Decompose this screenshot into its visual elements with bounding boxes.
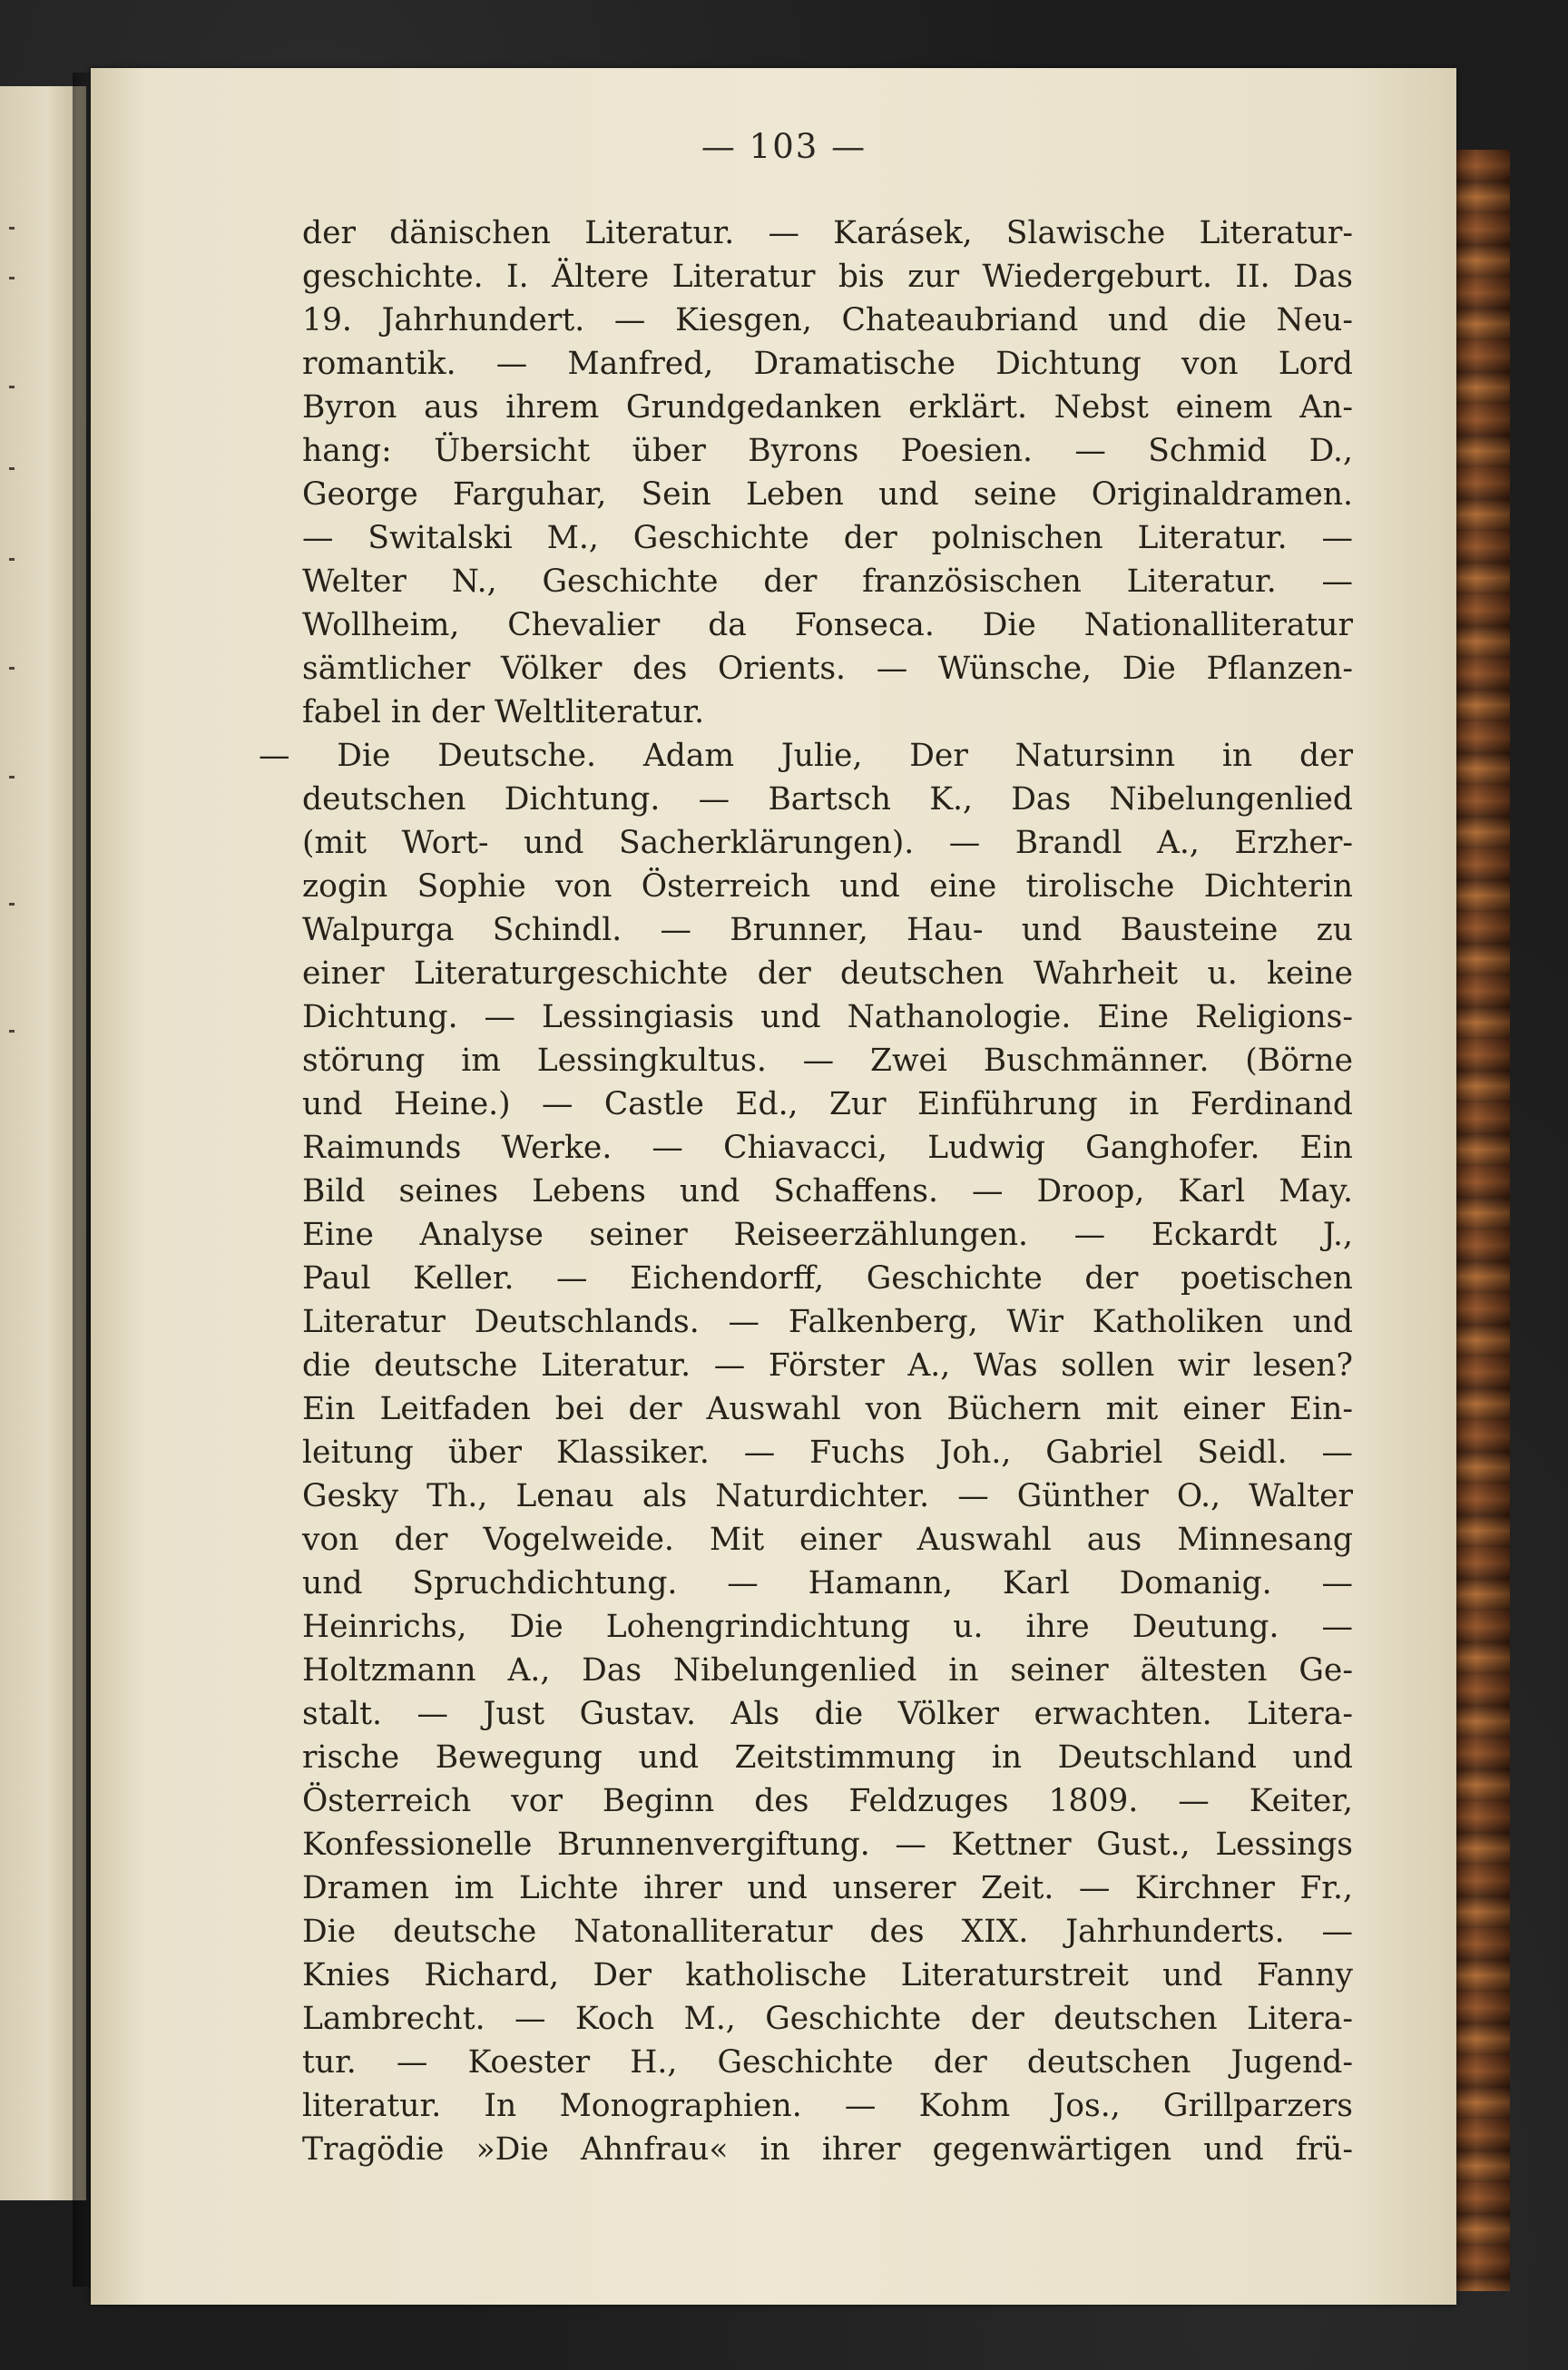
text-line: störung im Lessingkultus. — Zwei Buschmänner. (Börne	[302, 1043, 1353, 1079]
text-line: geschichte. I. Ältere Literatur bis zur Wiedergeburt. II. Das	[302, 259, 1353, 295]
text-line: George Farguhar, Sein Leben und seine Originaldramen.	[302, 476, 1353, 513]
text-line: von der Vogelweide. Mit einer Auswahl aus Minnesang	[302, 1522, 1353, 1558]
text-line: Holtzmann A., Das Nibelungenlied in seiner ältesten Ge-	[302, 1652, 1353, 1689]
text-line: literatur. In Monographien. — Kohm Jos., Grillparzers	[302, 2088, 1353, 2124]
text-line: fabel in der Weltliteratur.	[302, 694, 705, 730]
text-line: stalt. — Just Gustav. Als die Völker erwachten. Litera-	[302, 1696, 1353, 1732]
text-line: — Switalski M., Geschichte der polnischen Literatur. —	[302, 520, 1353, 556]
text-line: die deutsche Literatur. — Förster A., Was sollen wir lesen?	[302, 1347, 1353, 1384]
text-line: rische Bewegung und Zeitstimmung in Deutschland und	[302, 1739, 1353, 1776]
facing-page-mark	[9, 903, 15, 906]
text-line: Konfessionelle Brunnenvergiftung. — Kettner Gust., Lessings	[302, 1826, 1353, 1863]
text-line: Walpurga Schindl. — Brunner, Hau- und Bausteine zu	[302, 912, 1353, 948]
text-line: deutschen Dichtung. — Bartsch K., Das Nibelungenlied	[302, 781, 1353, 818]
text-line: leitung über Klassiker. — Fuchs Joh., Gabriel Seidl. —	[302, 1435, 1353, 1471]
text-line: Raimunds Werke. — Chiavacci, Ludwig Ganghofer. Ein	[302, 1130, 1353, 1166]
text-line: Eine Analyse seiner Reiseerzählungen. — Eckardt J.,	[302, 1217, 1353, 1253]
text-line: Lambrecht. — Koch M., Geschichte der deutschen Litera-	[302, 2001, 1353, 2037]
text-line: Dichtung. — Lessingiasis und Nathanologie. Eine Religions-	[302, 999, 1353, 1035]
text-line: romantik. — Manfred, Dramatische Dichtung von Lord	[302, 346, 1353, 382]
text-line: Byron aus ihrem Grundgedanken erklärt. Nebst einem An-	[302, 389, 1353, 426]
facing-page-mark	[9, 667, 15, 670]
text-line: einer Literaturgeschichte der deutschen Wahrheit u. keine	[302, 955, 1353, 992]
text-line: zogin Sophie von Österreich und eine tirolische Dichterin	[302, 868, 1353, 905]
text-line: Heinrichs, Die Lohengrindichtung u. ihre Deutung. —	[302, 1609, 1353, 1645]
facing-page-mark	[9, 227, 15, 230]
section-heading-line: — Die Deutsche. Adam Julie, Der Natursinn in der	[259, 738, 1353, 774]
text-line: sämtlicher Völker des Orients. — Wünsche, Die Pflanzen-	[302, 651, 1353, 687]
facing-page-mark	[9, 467, 15, 470]
text-line: und Spruchdichtung. — Hamann, Karl Domanig. —	[302, 1565, 1353, 1601]
text-line: Österreich vor Beginn des Feldzuges 1809. — Keiter,	[302, 1783, 1353, 1819]
facing-page-mark	[9, 386, 15, 388]
text-line: tur. — Koester H., Geschichte der deutschen Jugend-	[302, 2044, 1353, 2081]
text-line: hang: Übersicht über Byrons Poesien. — Schmid D.,	[302, 433, 1353, 469]
facing-page-mark	[9, 776, 15, 779]
page-number: — 103 —	[701, 127, 867, 166]
text-line: Dramen im Lichte ihrer und unserer Zeit. — Kirchner Fr.,	[302, 1870, 1353, 1906]
facing-page-mark	[9, 1030, 15, 1033]
text-line: Tragödie »Die Ahnfrau« in ihrer gegenwärtigen und frü-	[302, 2131, 1353, 2168]
text-line: Gesky Th., Lenau als Naturdichter. — Günther O., Walter	[302, 1478, 1353, 1514]
text-line: Ein Leitfaden bei der Auswahl von Büchern mit einer Ein-	[302, 1391, 1353, 1427]
text-line: Literatur Deutschlands. — Falkenberg, Wir Katholiken und	[302, 1304, 1353, 1340]
text-line: 19. Jahrhundert. — Kiesgen, Chateaubriand und die Neu-	[302, 302, 1353, 338]
facing-page-mark	[9, 277, 15, 279]
text-line: (mit Wort- und Sacherklärungen). — Brandl A., Erzher-	[302, 825, 1353, 861]
text-line: Die deutsche Natonalliteratur des XIX. Jahrhunderts. —	[302, 1914, 1353, 1950]
text-line: Paul Keller. — Eichendorff, Geschichte der poetischen	[302, 1260, 1353, 1297]
text-line: der dänischen Literatur. — Karásek, Slawische Literatur-	[302, 215, 1353, 251]
text-line: Bild seines Lebens und Schaffens. — Droop, Karl May.	[302, 1173, 1353, 1209]
text-line: Welter N., Geschichte der französischen Literatur. —	[302, 563, 1353, 600]
facing-page-mark	[9, 558, 15, 561]
text-line: Knies Richard, Der katholische Literaturstreit und Fanny	[302, 1957, 1353, 1993]
book-edge	[1452, 150, 1510, 2291]
text-line: Wollheim, Chevalier da Fonseca. Die Nationalliteratur	[302, 607, 1353, 643]
text-line: und Heine.) — Castle Ed., Zur Einführung in Ferdinand	[302, 1086, 1353, 1122]
